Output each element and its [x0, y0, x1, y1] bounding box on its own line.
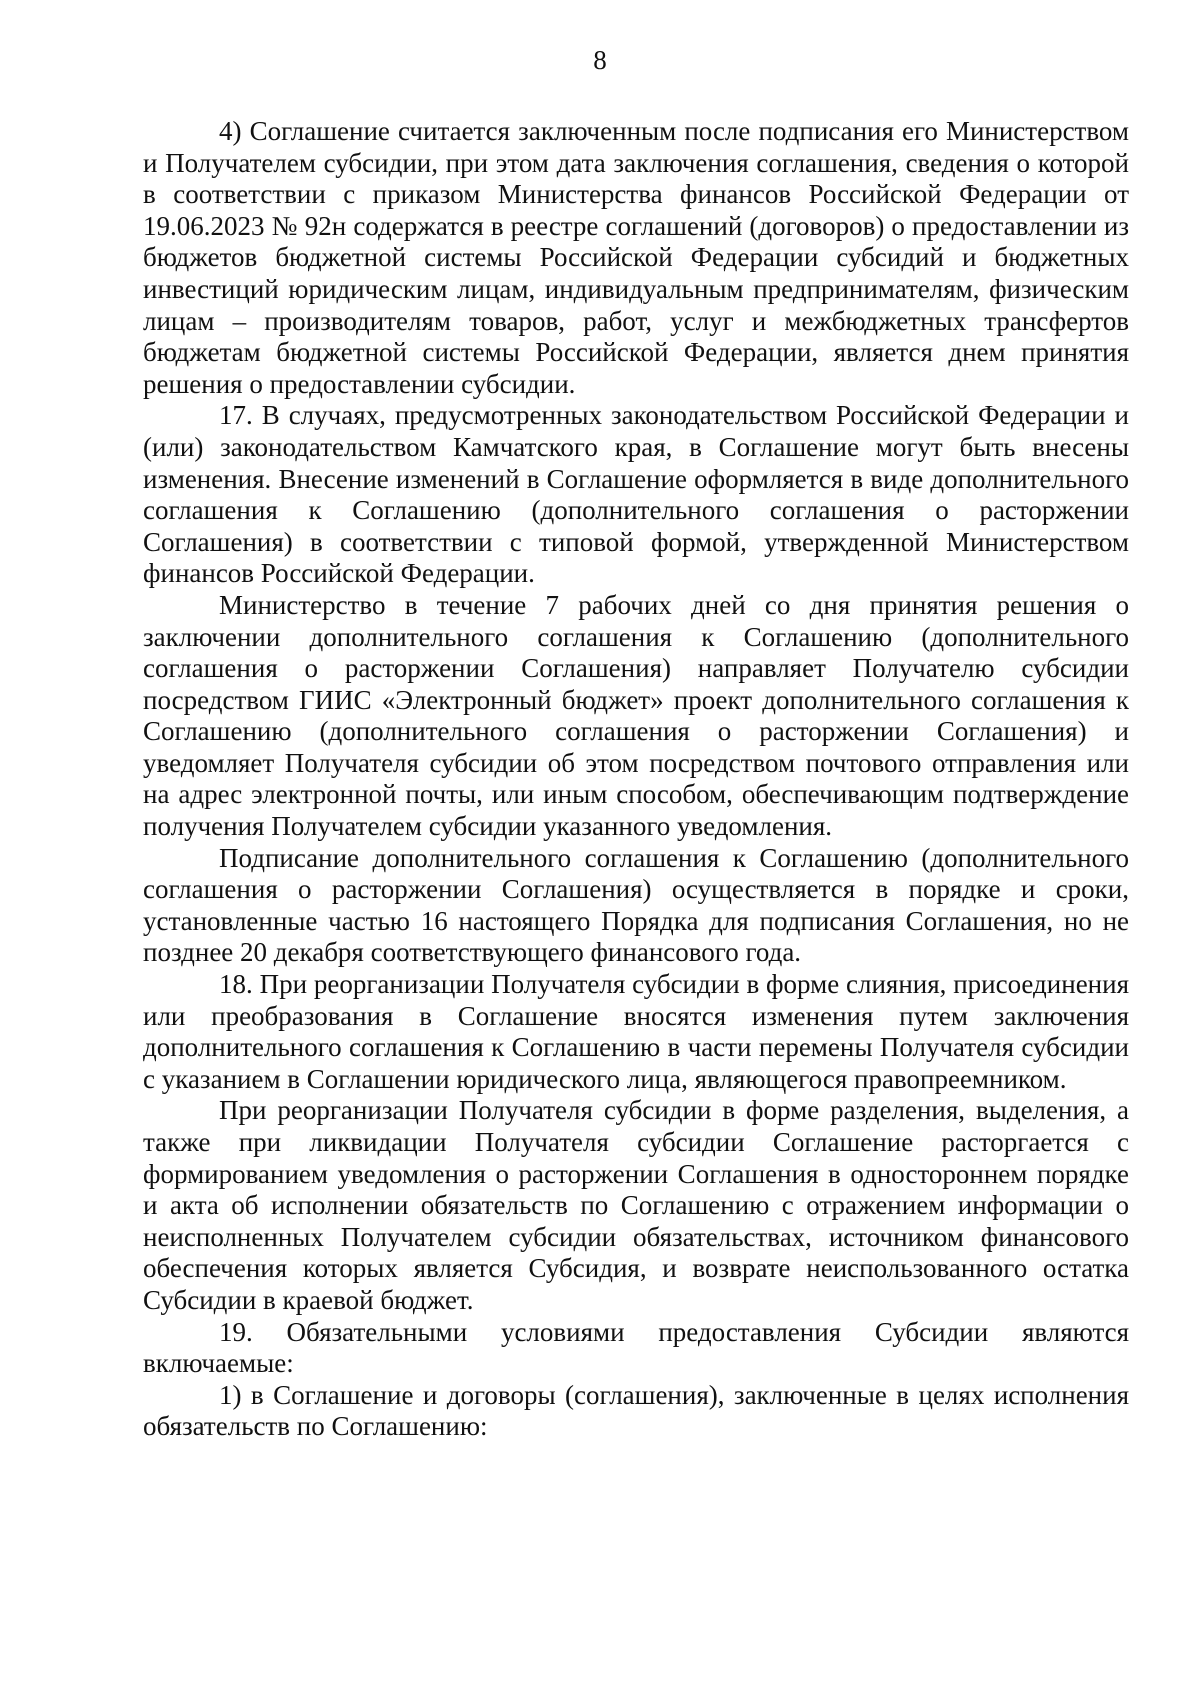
paragraph-clause-16-4: 4) Соглашение считается заключенным после подписания его Министерством и Получателем субсидии, при этом дата заключения соглашения, сведения о которой в соответствии с приказом Министерства финансов Российской Федерации от 19.06.2023 № 92н содержатся в реестре соглашений (договоров) о предоставлении из бюджетов бюджетной системы Российской Федерации субсидий и бюджетных инвестиций юридическим лицам, индивидуальным предпринимателям, физическим лицам – производителям товаров, работ, услуг и межбюджетных трансфертов бюджетам бюджетной системы Российской Федерации, является днем принятия решения о предоставлении субсидии.	[143, 116, 1129, 399]
paragraph-clause-19-1: 1) в Соглашение и договоры (соглашения), заключенные в целях исполнения обязательств по Соглашению:	[143, 1379, 1129, 1442]
page-number: 8	[593, 45, 607, 75]
paragraph-clause-18: 18. При реорганизации Получателя субсидии в форме слияния, присоединения или преобразования в Соглашение вносятся изменения путем заключения дополнительного соглашения к Соглашению в части перемены Получателя субсидии с указанием в Соглашении юридического лица, являющегося правопреемником.	[143, 969, 1129, 1094]
paragraph-clause-17-notice: Министерство в течение 7 рабочих дней со дня принятия решения о заключении дополнительного соглашения к Соглашению (дополнительного соглашения о расторжении Соглашения) направляет Получателю субсидии посредством ГИИС «Электронный бюджет» проект дополнительного соглашения к Соглашению (дополнительного соглашения о расторжении Соглашения) и уведомляет Получателя субсидии об этом посредством почтового отправления или на адрес электронной почты, или иным способом, обеспечивающим подтверждение получения Получателем субсидии указанного уведомления.	[143, 589, 1129, 842]
paragraph-clause-19: 19. Обязательными условиями предоставления Субсидии являются включаемые:	[143, 1316, 1129, 1379]
paragraph-clause-18-termination: При реорганизации Получателя субсидии в форме разделения, выделения, а также при ликвидации Получателя субсидии Соглашение расторгается с формированием уведомления о расторжении Соглашения в одностороннем порядке и акта об исполнении обязательств по Соглашению с отражением информации о неисполненных Получателем субсидии обязательствах, источником финансового обеспечения которых является Субсидия, и возврате неиспользованного остатка Субсидии в краевой бюджет.	[143, 1095, 1129, 1315]
document-body	[143, 116, 1129, 1443]
paragraph-clause-17-signing: Подписание дополнительного соглашения к Соглашению (дополнительного соглашения о расторжении Соглашения) осуществляется в порядке и сроки, установленные частью 16 настоящего Порядка для подписания Соглашения, но не позднее 20 декабря соответствующего финансового года.	[143, 842, 1129, 968]
paragraph-clause-17: 17. В случаях, предусмотренных законодательством Российской Федерации и (или) законодательством Камчатского края, в Соглашение могут быть внесены изменения. Внесение изменений в Соглашение оформляется в виде дополнительного соглашения к Соглашению (дополнительного соглашения о расторжении Соглашения) в соответствии с типовой формой, утвержденной Министерством финансов Российской Федерации.	[143, 400, 1129, 589]
